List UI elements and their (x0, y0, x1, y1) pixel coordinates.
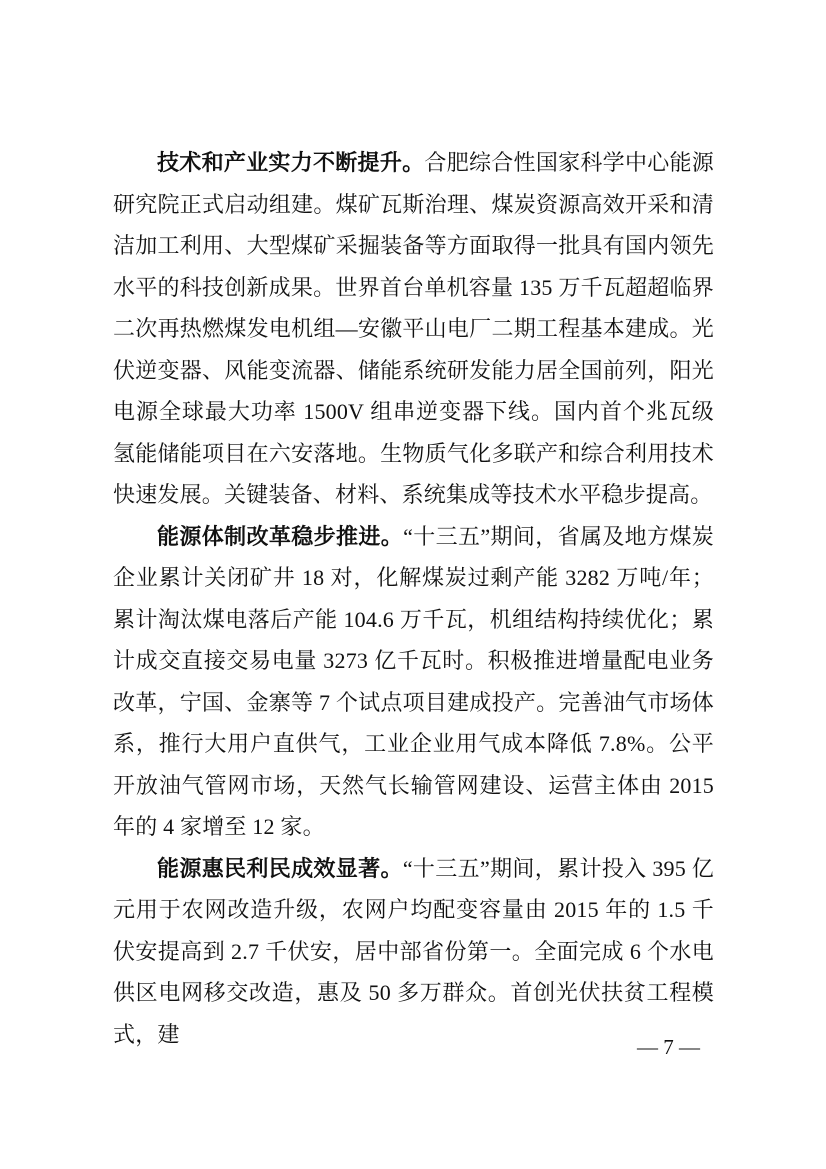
paragraph-lead: 能源惠民利民成效显著。 (157, 855, 403, 881)
document-body (113, 142, 714, 1055)
paragraph (113, 848, 714, 1056)
paragraph-text: “十三五”期间，累计投入 395 亿元用于农网改造升级，农网户均配变容量由 2015 年的 1.5 千伏安提高到 2.7 千伏安，居中部省份第一。全面完成 6 个水电供区电网移交改造，惠及 50 多万群众。首创光伏扶贫工程模式，建 (113, 855, 714, 1047)
paragraph (113, 516, 714, 848)
paragraph-lead: 能源体制改革稳步推进。 (157, 523, 404, 549)
page-number: — 7 — (637, 1035, 700, 1059)
paragraph-text: “十三五”期间，省属及地方煤炭企业累计关闭矿井 18 对，化解煤炭过剩产能 3282 万吨/年；累计淘汰煤电落后产能 104.6 万千瓦，机组结构持续优化；累计成交直接交易电量 3273 亿千瓦时。积极推进增量配电业务改革，宁国、金寨等 7 个试点项目建成投产。完善油气市场体系，推行大用户直供气，工业企业用气成本降低 7.8%。公平开放油气管网市场，天然气长输管网建设、运营主体由 2015 年的 4 家增至 12 家。 (113, 523, 714, 839)
paragraph-text: 合肥综合性国家科学中心能源研究院正式启动组建。煤矿瓦斯治理、煤炭资源高效开采和清洁加工利用、大型煤矿采掘装备等方面取得一批具有国内领先水平的科技创新成果。世界首台单机容量 135 万千瓦超超临界二次再热燃煤发电机组—安徽平山电厂二期工程基本建成。光伏逆变器、风能变流器、储能系统研发能力居全国前列，阳光电源全球最大功率 1500V 组串逆变器下线。国内首个兆瓦级氢能储能项目在六安落地。生物质气化多联产和综合利用技术快速发展。关键装备、材料、系统集成等技术水平稳步提高。 (113, 150, 714, 507)
paragraph (113, 142, 714, 516)
paragraph-lead: 技术和产业实力不断提升。 (157, 150, 425, 175)
